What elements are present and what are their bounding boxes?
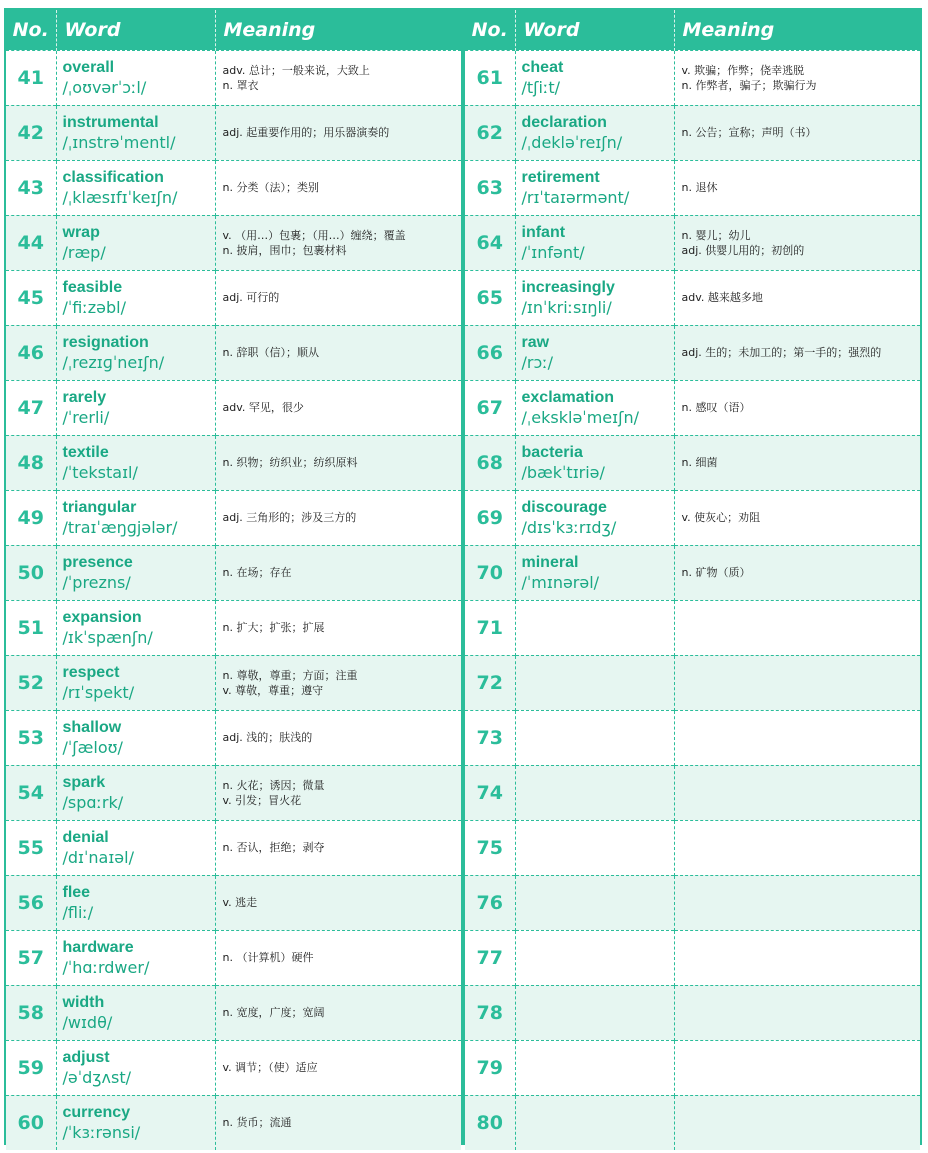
word-text: presence xyxy=(62,553,133,571)
meaning-line-1: v. 调节；（使）适应 xyxy=(222,1061,318,1074)
meaning-cell xyxy=(674,655,920,710)
meaning-line-1: adj. 三角形的；涉及三方的 xyxy=(222,511,357,524)
entry-number: 68 xyxy=(465,435,515,490)
entry-number: 77 xyxy=(465,930,515,985)
entry-number: 74 xyxy=(465,765,515,820)
table-row xyxy=(6,270,461,325)
phonetic-text: /wɪdθ/ xyxy=(62,1012,113,1032)
phonetic-text: /ræp/ xyxy=(62,242,106,262)
entry-number: 63 xyxy=(465,160,515,215)
word-text: adjust xyxy=(62,1048,110,1066)
word-cell xyxy=(515,490,674,545)
table-row xyxy=(465,930,920,985)
entry-number: 66 xyxy=(465,325,515,380)
table-row xyxy=(465,655,920,710)
meaning-line-1: n. 矿物（质） xyxy=(681,566,751,579)
meaning-line-1: v. 使灰心；劝阻 xyxy=(681,511,761,524)
meaning-line-2: n. 作弊者，骗子；欺骗行为 xyxy=(681,78,817,92)
meaning-cell xyxy=(674,985,920,1040)
word-cell xyxy=(56,600,215,655)
meaning-line-1: n. 火花；诱因；微量 xyxy=(222,778,325,792)
word-cell xyxy=(515,930,674,985)
header-word: Word xyxy=(515,10,674,50)
phonetic-text: /traɪˈæŋɡjələr/ xyxy=(62,517,178,537)
entry-number: 50 xyxy=(6,545,56,600)
word-text: spark xyxy=(62,773,106,791)
table-row xyxy=(6,490,461,545)
entry-number: 51 xyxy=(6,600,56,655)
table-row xyxy=(6,765,461,820)
word-text: cheat xyxy=(521,58,564,76)
meaning-cell xyxy=(674,215,920,270)
entry-number: 62 xyxy=(465,105,515,160)
meaning-line-1: n. 分类（法）；类别 xyxy=(222,181,319,194)
table-row xyxy=(6,215,461,270)
meaning-line-1: v. 逃走 xyxy=(222,896,258,909)
word-cell xyxy=(56,875,215,930)
word-text: discourage xyxy=(521,498,607,516)
meaning-cell xyxy=(215,600,461,655)
phonetic-text: /ɪnˈkriːsɪŋli/ xyxy=(521,297,612,317)
phonetic-text: /fliː/ xyxy=(62,902,94,922)
phonetic-text: /əˈdʒʌst/ xyxy=(62,1067,131,1087)
entry-number: 71 xyxy=(465,600,515,655)
phonetic-text: /ˌklæsɪfɪˈkeɪʃn/ xyxy=(62,187,178,207)
table-row xyxy=(6,710,461,765)
table-row xyxy=(6,985,461,1040)
entry-number: 42 xyxy=(6,105,56,160)
table-row xyxy=(465,985,920,1040)
right-vocabulary-table xyxy=(463,8,922,1145)
table-row xyxy=(6,50,461,105)
word-cell xyxy=(515,875,674,930)
meaning-line-1: adj. 可行的 xyxy=(222,291,280,304)
table-row xyxy=(6,545,461,600)
phonetic-text: /ɪkˈspænʃn/ xyxy=(62,627,153,647)
entry-number: 47 xyxy=(6,380,56,435)
meaning-cell xyxy=(674,380,920,435)
header-no: No. xyxy=(471,18,508,41)
table-row xyxy=(465,105,920,160)
phonetic-text: /ˌɪnstrəˈmentl/ xyxy=(62,132,176,152)
meaning-line-1: adj. 起重要作用的；用乐器演奏的 xyxy=(222,126,390,139)
word-text: bacteria xyxy=(521,443,583,461)
meaning-line-2: v. 引发；冒火花 xyxy=(222,793,302,807)
entry-number: 49 xyxy=(6,490,56,545)
meaning-cell xyxy=(674,710,920,765)
meaning-cell xyxy=(674,160,920,215)
word-cell xyxy=(56,655,215,710)
meaning-cell xyxy=(215,820,461,875)
phonetic-text: /spɑːrk/ xyxy=(62,792,124,812)
word-cell xyxy=(56,1095,215,1150)
table-row xyxy=(6,435,461,490)
table-row xyxy=(6,380,461,435)
meaning-cell xyxy=(674,490,920,545)
word-cell xyxy=(515,270,674,325)
table-row xyxy=(6,875,461,930)
header-no: No. xyxy=(12,18,49,41)
word-cell xyxy=(56,545,215,600)
word-cell xyxy=(515,50,674,105)
meaning-cell xyxy=(215,765,461,820)
entry-number: 70 xyxy=(465,545,515,600)
word-cell xyxy=(515,160,674,215)
meaning-line-1: n. 织物；纺织业；纺织原料 xyxy=(222,456,358,469)
word-cell xyxy=(515,105,674,160)
entry-number: 46 xyxy=(6,325,56,380)
phonetic-text: /dɪˈnaɪəl/ xyxy=(62,847,134,867)
meaning-cell xyxy=(215,50,461,105)
word-cell xyxy=(56,270,215,325)
vocabulary-sheet xyxy=(4,8,922,1145)
meaning-cell xyxy=(674,930,920,985)
entry-number: 43 xyxy=(6,160,56,215)
entry-number: 56 xyxy=(6,875,56,930)
vocab-table-left xyxy=(6,10,461,1150)
table-row xyxy=(465,600,920,655)
meaning-cell xyxy=(215,215,461,270)
entry-number: 65 xyxy=(465,270,515,325)
entry-number: 80 xyxy=(465,1095,515,1150)
word-cell xyxy=(56,380,215,435)
table-row xyxy=(465,215,920,270)
word-text: currency xyxy=(62,1103,131,1121)
table-row xyxy=(465,160,920,215)
meaning-line-1: n. 辞职（信）；顺从 xyxy=(222,346,319,359)
meaning-cell xyxy=(674,50,920,105)
left-vocabulary-table xyxy=(4,8,463,1145)
word-text: hardware xyxy=(62,938,134,956)
phonetic-text: /ˌekskləˈmeɪʃn/ xyxy=(521,407,639,427)
meaning-cell xyxy=(674,545,920,600)
word-text: respect xyxy=(62,663,120,681)
meaning-line-1: n. 退休 xyxy=(681,181,718,194)
word-text: exclamation xyxy=(521,388,614,406)
table-row xyxy=(6,655,461,710)
word-cell xyxy=(515,985,674,1040)
table-row xyxy=(465,270,920,325)
meaning-cell xyxy=(215,545,461,600)
meaning-cell xyxy=(215,985,461,1040)
meaning-line-1: n. 感叹（语） xyxy=(681,401,751,414)
table-header-row xyxy=(6,10,461,50)
word-text: denial xyxy=(62,828,109,846)
meaning-cell xyxy=(215,270,461,325)
word-cell xyxy=(515,820,674,875)
meaning-line-1: adj. 生的；未加工的；第一手的；强烈的 xyxy=(681,346,882,359)
phonetic-text: /rɪˈtaɪərmənt/ xyxy=(521,187,630,207)
meaning-line-2: n. 罩衣 xyxy=(222,78,259,92)
meaning-cell xyxy=(674,325,920,380)
word-text: overall xyxy=(62,58,115,76)
table-row xyxy=(465,545,920,600)
word-cell xyxy=(56,105,215,160)
word-text: increasingly xyxy=(521,278,615,296)
entry-number: 58 xyxy=(6,985,56,1040)
table-row xyxy=(465,325,920,380)
phonetic-text: /ˈtekstaɪl/ xyxy=(62,462,138,482)
word-text: shallow xyxy=(62,718,122,736)
entry-number: 53 xyxy=(6,710,56,765)
table-header-row xyxy=(465,10,920,50)
meaning-line-1: n. 否认，拒绝；剥夺 xyxy=(222,841,325,854)
meaning-cell xyxy=(215,380,461,435)
meaning-line-1: adv. 罕见，很少 xyxy=(222,401,304,414)
table-row xyxy=(465,710,920,765)
header-meaning: Meaning xyxy=(215,10,461,50)
phonetic-text: /bækˈtɪriə/ xyxy=(521,462,605,482)
word-text: declaration xyxy=(521,113,607,131)
entry-number: 55 xyxy=(6,820,56,875)
table-row xyxy=(465,1095,920,1150)
meaning-cell xyxy=(215,1095,461,1150)
meaning-line-1: n. 货币；流通 xyxy=(222,1116,292,1130)
word-cell xyxy=(515,1040,674,1095)
meaning-line-1: adv. 总计；一般来说，大致上 xyxy=(222,63,370,77)
meaning-cell xyxy=(674,270,920,325)
header-meaning: Meaning xyxy=(674,10,920,50)
table-row xyxy=(465,820,920,875)
word-cell xyxy=(56,160,215,215)
word-cell xyxy=(56,1040,215,1095)
word-cell xyxy=(515,600,674,655)
meaning-cell xyxy=(215,1040,461,1095)
table-body-left xyxy=(6,50,461,1150)
meaning-cell xyxy=(674,765,920,820)
meaning-cell xyxy=(215,435,461,490)
entry-number: 57 xyxy=(6,930,56,985)
phonetic-text: /ˌoʊvərˈɔːl/ xyxy=(62,77,147,97)
entry-number: 67 xyxy=(465,380,515,435)
entry-number: 61 xyxy=(465,50,515,105)
vocab-table-right xyxy=(465,10,920,1150)
word-cell xyxy=(515,1095,674,1150)
table-row xyxy=(6,1040,461,1095)
word-cell xyxy=(56,50,215,105)
table-row xyxy=(6,820,461,875)
table-row xyxy=(465,490,920,545)
word-cell xyxy=(56,325,215,380)
entry-number: 75 xyxy=(465,820,515,875)
word-text: textile xyxy=(62,443,109,461)
entry-number: 60 xyxy=(6,1095,56,1150)
meaning-cell xyxy=(674,875,920,930)
word-text: raw xyxy=(521,333,550,351)
word-text: resignation xyxy=(62,333,149,351)
table-row xyxy=(6,105,461,160)
word-cell xyxy=(56,490,215,545)
word-cell xyxy=(56,710,215,765)
word-text: flee xyxy=(62,883,91,901)
entry-number: 54 xyxy=(6,765,56,820)
word-text: instrumental xyxy=(62,113,159,131)
word-cell xyxy=(515,380,674,435)
meaning-line-2: n. 披肩，围巾；包裹材料 xyxy=(222,243,347,257)
entry-number: 79 xyxy=(465,1040,515,1095)
meaning-cell xyxy=(215,490,461,545)
meaning-line-1: adv. 越来越多地 xyxy=(681,291,763,304)
phonetic-text: /ˈʃæloʊ/ xyxy=(62,737,123,757)
meaning-line-1: n. （计算机）硬件 xyxy=(222,951,314,964)
meaning-cell xyxy=(215,160,461,215)
meaning-line-1: n. 扩大；扩张；扩展 xyxy=(222,621,325,634)
meaning-line-1: v. 欺骗；作弊；侥幸逃脱 xyxy=(681,63,805,77)
phonetic-text: /ˈfiːzəbl/ xyxy=(62,297,126,317)
phonetic-text: /ˈkɜːrənsi/ xyxy=(62,1122,141,1142)
phonetic-text: /rɪˈspekt/ xyxy=(62,682,135,702)
table-row xyxy=(465,435,920,490)
table-body-right xyxy=(465,50,920,1150)
meaning-cell xyxy=(674,820,920,875)
header-word: Word xyxy=(56,10,215,50)
word-text: mineral xyxy=(521,553,579,571)
word-text: infant xyxy=(521,223,566,241)
entry-number: 69 xyxy=(465,490,515,545)
word-text: triangular xyxy=(62,498,137,516)
word-text: retirement xyxy=(521,168,600,186)
word-cell xyxy=(515,545,674,600)
table-row xyxy=(6,325,461,380)
word-text: wrap xyxy=(62,223,100,241)
word-text: feasible xyxy=(62,278,123,296)
meaning-line-2: v. 尊敬，尊重；遵守 xyxy=(222,683,324,697)
entry-number: 41 xyxy=(6,50,56,105)
meaning-line-1: n. 在场；存在 xyxy=(222,566,292,579)
phonetic-text: /ˈhɑːrdwer/ xyxy=(62,957,150,977)
phonetic-text: /dɪsˈkɜːrɪdʒ/ xyxy=(521,517,617,537)
meaning-line-1: adj. 浅的；肤浅的 xyxy=(222,731,313,744)
phonetic-text: /ˌrezɪɡˈneɪʃn/ xyxy=(62,352,165,372)
meaning-line-1: n. 尊敬，尊重；方面；注重 xyxy=(222,668,358,682)
phonetic-text: /ˈprezns/ xyxy=(62,572,131,592)
meaning-cell xyxy=(215,875,461,930)
entry-number: 48 xyxy=(6,435,56,490)
word-cell xyxy=(515,710,674,765)
word-cell xyxy=(515,215,674,270)
meaning-cell xyxy=(674,105,920,160)
meaning-line-1: n. 婴儿；幼儿 xyxy=(681,228,751,242)
word-text: expansion xyxy=(62,608,142,626)
table-row xyxy=(465,875,920,930)
meaning-line-2: adj. 供婴儿用的；初创的 xyxy=(681,243,805,257)
table-row xyxy=(465,1040,920,1095)
phonetic-text: /tʃiːt/ xyxy=(521,77,561,97)
meaning-cell xyxy=(674,600,920,655)
meaning-line-1: n. 细菌 xyxy=(681,456,718,469)
table-row xyxy=(6,600,461,655)
word-text: width xyxy=(62,993,105,1011)
phonetic-text: /rɔː/ xyxy=(521,352,554,372)
word-cell xyxy=(515,655,674,710)
phonetic-text: /ˈɪnfənt/ xyxy=(521,242,585,262)
word-cell xyxy=(56,215,215,270)
entry-number: 78 xyxy=(465,985,515,1040)
meaning-cell xyxy=(215,710,461,765)
meaning-cell xyxy=(215,325,461,380)
phonetic-text: /ˌdekləˈreɪʃn/ xyxy=(521,132,623,152)
word-text: rarely xyxy=(62,388,107,406)
word-cell xyxy=(515,765,674,820)
table-row xyxy=(6,930,461,985)
entry-number: 72 xyxy=(465,655,515,710)
phonetic-text: /ˈrerli/ xyxy=(62,407,110,427)
entry-number: 44 xyxy=(6,215,56,270)
entry-number: 73 xyxy=(465,710,515,765)
word-cell xyxy=(56,435,215,490)
meaning-cell xyxy=(215,105,461,160)
table-row xyxy=(6,1095,461,1150)
meaning-cell xyxy=(674,1095,920,1150)
meaning-line-1: v. （用…）包裹；（用…）缠绕；覆盖 xyxy=(222,228,406,242)
table-row xyxy=(465,765,920,820)
word-cell xyxy=(56,930,215,985)
meaning-line-1: n. 宽度，广度；宽阔 xyxy=(222,1006,325,1019)
table-row xyxy=(465,50,920,105)
meaning-line-1: n. 公告；宣称；声明（书） xyxy=(681,126,817,139)
entry-number: 76 xyxy=(465,875,515,930)
word-cell xyxy=(56,985,215,1040)
meaning-cell xyxy=(674,435,920,490)
table-row xyxy=(465,380,920,435)
word-cell xyxy=(515,325,674,380)
word-cell xyxy=(56,820,215,875)
phonetic-text: /ˈmɪnərəl/ xyxy=(521,572,600,592)
word-cell xyxy=(515,435,674,490)
entry-number: 45 xyxy=(6,270,56,325)
word-cell xyxy=(56,765,215,820)
meaning-cell xyxy=(674,1040,920,1095)
table-row xyxy=(6,160,461,215)
meaning-cell xyxy=(215,930,461,985)
entry-number: 59 xyxy=(6,1040,56,1095)
entry-number: 64 xyxy=(465,215,515,270)
entry-number: 52 xyxy=(6,655,56,710)
word-text: classification xyxy=(62,168,164,186)
meaning-cell xyxy=(215,655,461,710)
